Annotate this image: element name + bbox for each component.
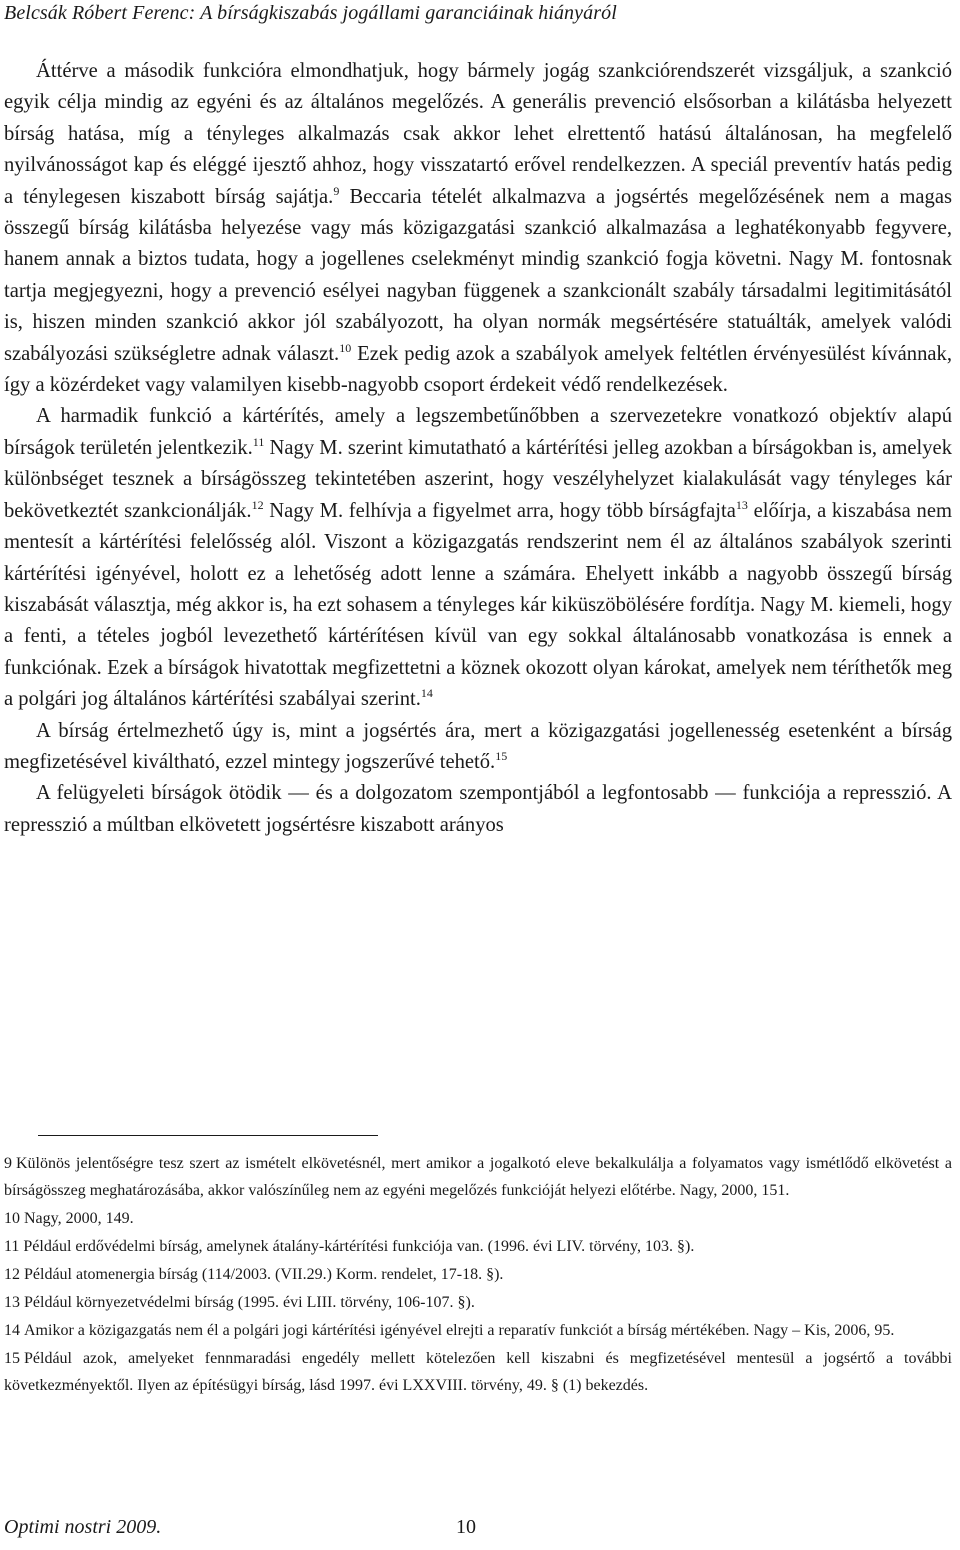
body-text [4, 56, 952, 841]
paragraph-text: A harmadik funkció a kártérítés, amely a legszembetűnőbben a szervezetekre vonatkozó objektív alapú bírságok területén jelentkezik. [4, 405, 952, 459]
footnote-separator [38, 1135, 378, 1136]
footnote-number: 13 [4, 1294, 20, 1311]
footnote-reference[interactable]: 11 [252, 434, 265, 449]
footnote-item [4, 1150, 952, 1204]
footnote-text: Amikor a közigazgatás nem él a polgári jogi kártérítési igényével elrejti a reparatív funkciót a bírság mértékében. Nagy – Kis, 2006, 95. [24, 1322, 895, 1339]
paragraph-text: A bírság értelmezhető úgy is, mint a jogsértés ára, mert a közigazgatási jogellenesség esetenként a bírság megfizetésével kiváltható, ezzel mintegy jogszerűvé tehető. [4, 719, 952, 773]
footnote-number: 9 [4, 1155, 12, 1172]
footnote-reference[interactable]: 14 [420, 686, 433, 701]
paragraph-text: Beccaria tételét alkalmazva a jogsértés megelőzésének nem a magas összegű bírság kilátásba helyezése vagy más közigazgatási szankció alkalmazása a leghatékonyabb fegyvere, hanem annak a biztos tudata, hogy a jogellenes cselekményt mindig szankció fogja követni. Nagy M. fontosnak tartja megjegyezni, hogy a prevenció esélyei nagyban függenek a szankcionált szabály társadalmi legitimitásától is, hiszen minden szankció akkor jól szabályozott, ha olyan normák megsértésére statuálták, amelyek valódi szabályozási szükségletre adnak választ. [4, 185, 952, 365]
footnote-number: 11 [4, 1238, 20, 1255]
paragraph-text: Nagy M. felhívja a figyelmet arra, hogy több bírságfajta [263, 499, 736, 522]
body-paragraph [4, 401, 952, 715]
footnote-item [4, 1261, 952, 1288]
paragraph-text: Ezek pedig azok a szabályok amelyek feltétlen érvényesülést kívánnak, így a közérdeket vagy valamilyen kisebb-nagyobb csoport érdekeit védő rendelkezések. [4, 342, 952, 397]
footnote-number: 10 [4, 1210, 20, 1227]
footnote-reference[interactable]: 13 [735, 497, 748, 512]
footnote-item [4, 1205, 952, 1232]
body-paragraph [4, 716, 952, 779]
paragraph-text: A felügyeleti bírságok ötödik — és a dolgozatom szempontjából a legfontosabb — funkciója a represszió. A represszió a múltban elkövetett jogsértésre kiszabott arányos [4, 782, 952, 836]
paragraph-text: Áttérve a második funkcióra elmondhatjuk, hogy bármely jogág szankciórendszerét vizsgáljuk, a szankció egyik célja mindig az egyéni és az általános megelőzés. A generális prevenció elsősorban a kilátásba helyezett bírság hatása, míg a tényleges alkalmazás csak akkor lehet elrettentő hatású általánosan, ha megfelelő nyilvánosságot kap és eléggé ijesztő ahhoz, hogy visszatartó erővel rendelkezzen. A speciál preventív hatás pedig a ténylegesen kiszabott bírság sajátja. [4, 60, 952, 208]
body-paragraph [4, 778, 952, 841]
footnote-item [4, 1289, 952, 1316]
running-header: Belcsák Róbert Ferenc: A bírságkiszabás jogállami garanciáinak hiányáról [4, 2, 617, 24]
running-footer [4, 1516, 604, 1539]
footnote-text: Nagy, 2000, 149. [24, 1210, 134, 1227]
page-number: 10 [456, 1516, 476, 1538]
footnote-item [4, 1233, 952, 1260]
body-paragraph [4, 56, 952, 401]
footnote-text: Például atomenergia bírság (114/2003. (VII.29.) Korm. rendelet, 17-18. §). [24, 1266, 504, 1283]
journal-name: Optimi nostri 2009. [4, 1516, 162, 1538]
paragraph-text: előírja, a kiszabása nem mentesít a kártérítési felelősség alól. Viszont a közigazgatás rendszerint nem él az általános szabályok szerinti kártérítési igényével, holott ez a lehetőség adott lenne a számára. Ehelyett inkább a nagyobb összegű bírság kiszabását választja, még akkor is, ha ezt sohasem a tényleges kár kiküszöbölésére fordítja. Nagy M. kiemeli, hogy a fenti, a tételes jogból levezethető kártérítésen kívül van egy sokkal általánosabb vonatkozása is ennek a funkciónak. Ezek a bírságok hivatottak megfizettetni a köznek okozott olyan károkat, amelyek nem téríthetők meg a polgári jog általános kártérítési szabályai szerint. [4, 499, 952, 711]
footnotes [4, 1150, 952, 1400]
footnote-item [4, 1317, 952, 1344]
footnote-text: Például környezetvédelmi bírság (1995. évi LIII. törvény, 106-107. §). [24, 1294, 475, 1311]
footnote-text: Különös jelentőségre tesz szert az ismételt elkövetésnél, mert amikor a jogalkotó eleve bekalkulálja a folyamatos vagy ismétlődő elkövetést a bírságösszeg meghatározásába, akkor valószínűleg nem az egyéni megelőzés funkcióját helyezi előtérbe. Nagy, 2000, 151. [4, 1155, 952, 1199]
footnote-reference[interactable]: 10 [339, 340, 352, 355]
footnote-reference[interactable]: 12 [251, 497, 264, 512]
footnote-reference[interactable]: 15 [495, 748, 508, 763]
footnote-item [4, 1345, 952, 1399]
footnote-number: 12 [4, 1266, 20, 1283]
footnote-text: Például erdővédelmi bírság, amelynek átalány-kártérítési funkciója van. (1996. évi LIV. törvény, 103. §). [23, 1238, 695, 1255]
footnote-number: 15 [4, 1350, 20, 1367]
footnote-number: 14 [4, 1322, 20, 1339]
footnote-reference[interactable]: 9 [333, 183, 340, 198]
footnote-text: Például azok, amelyeket fennmaradási engedély mellett kötelezően kell kiszabni és megfizetésével mentesül a jogsértő a további következményektől. Ilyen az építésügyi bírság, lásd 1997. évi LXXVIII. törvény, 49. § (1) bekezdés. [4, 1350, 952, 1394]
paragraph-text: Nagy M. szerint kimutatható a kártérítési jelleg azokban a bírságokban is, amelyek különbséget tesznek a bírságösszeg tekintetében aszerint, hogy veszélyhelyzet kialakulását vagy tényleges kár bekövetkeztét szankcionálják. [4, 436, 952, 522]
